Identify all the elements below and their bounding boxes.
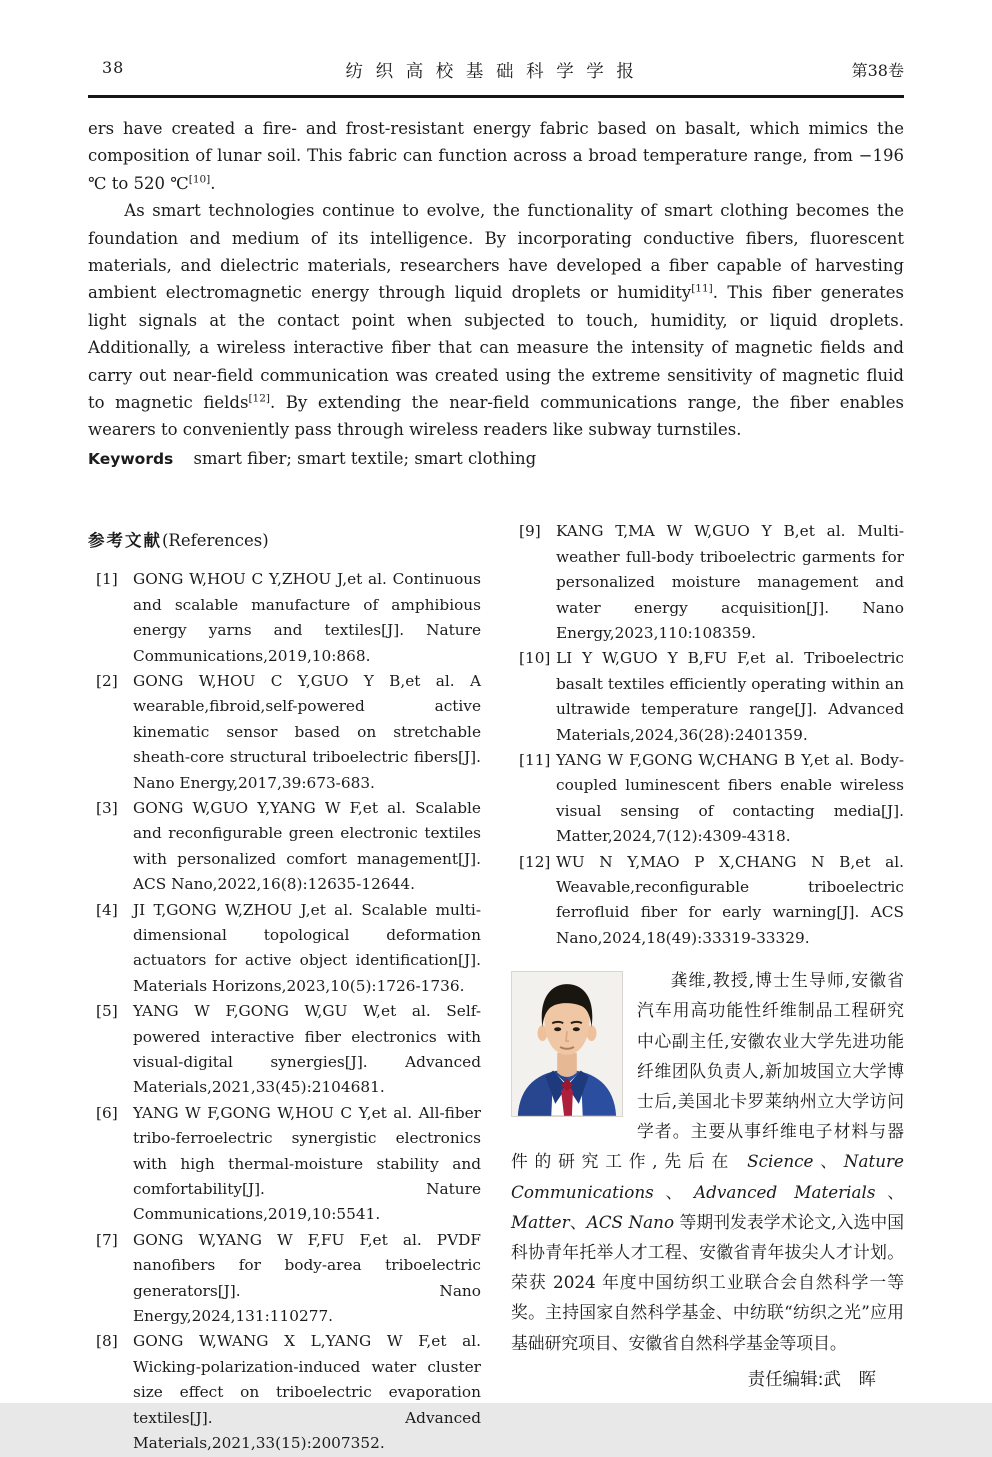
keywords-label: Keywords (88, 449, 174, 468)
page-number: 38 (102, 58, 125, 77)
biography-text-segment: 、 (653, 1181, 694, 1202)
biography-text-segment: 、 (569, 1211, 587, 1232)
reference-item (511, 519, 904, 646)
abstract-body (88, 115, 904, 473)
reference-item (88, 796, 481, 898)
reference-number: [6] (96, 1103, 118, 1122)
reference-item (88, 898, 481, 1000)
portrait-illustration (512, 972, 622, 1116)
references-left-column (88, 519, 481, 1456)
reference-number: [3] (96, 798, 118, 817)
reference-text: JI T,GONG W,ZHOU J,et al. Scalable multi-dimensional topological deformation actuators for active object identification[J]. Materials Horizons,2023,10(5):1726-1736. (133, 900, 481, 995)
keywords-line (88, 445, 904, 473)
references-section (88, 519, 904, 1456)
reference-item (511, 748, 904, 850)
reference-number: [10] (519, 649, 551, 668)
references-heading-cn: 参考文献 (88, 531, 162, 551)
citation-superscript-11: [11] (691, 282, 713, 295)
responsible-editor-line: 责任编辑:武 晖 (747, 1369, 876, 1390)
reference-text: YANG W F,GONG W,HOU C Y,et al. All-fiber tribo-ferroelectric synergistic electronics with high thermal-moisture stability and comfortability[J]. Nature Communications,2019,10:5541. (133, 1103, 481, 1224)
abstract-text: As smart technologies continue to evolve, the functionality of smart clothing becomes the foundation and medium of its intelligence. By incorporating conductive fibers, fluorescent materials, and dielectric materials, researchers have developed a fiber capable of harvesting ambient electromagnetic energy through liquid droplets or humidity (88, 201, 904, 303)
reference-text: YANG W F,GONG W,CHANG B Y,et al. Body-coupled luminescent fibers enable wireless visual sensing of contacting media[J]. Matter,2024,7(12):4309-4318. (556, 750, 904, 846)
reference-text: GONG W,WANG X L,YANG W F,et al. Wicking-polarization-induced water cluster size effect on triboelectric evaporation textiles[J]. Advanced Materials,2021,33(15):2007352. (133, 1332, 481, 1453)
journal-name-italic: Science (747, 1151, 814, 1172)
journal-title: 纺织高校基础科学学报 (345, 62, 647, 82)
reference-number: [5] (96, 1002, 118, 1021)
author-biography (511, 965, 904, 1391)
journal-name-italic: Advanced Materials (694, 1181, 876, 1202)
reference-item (88, 1329, 481, 1456)
reference-text: GONG W,HOU C Y,GUO Y B,et al. A wearable,fibroid,self-powered active kinematic sensor based on stretchable sheath-core structural triboelectric fibers[J]. Nano Energy,2017,39:673-683. (133, 671, 481, 792)
reference-number: [1] (96, 570, 118, 589)
references-heading (88, 527, 481, 551)
abstract-text: . By extending the near-field communications range, the fiber enables wearers to conveniently pass through wireless readers like subway turnstiles. (88, 393, 904, 440)
biography-text-segment: 龚维,教授,博士生导师,安徽省汽车用高功能性纤维制品工程研究中心副主任,安徽农业大学先进功能纤维团队负责人,新加坡国立大学博士后,美国北卡罗莱纳州立大学访问学者。主要从事纤维电子材料与器件的研究工作,先后在 (511, 970, 904, 1172)
reference-item (88, 1101, 481, 1228)
reference-text: GONG W,HOU C Y,ZHOU J,et al. Continuous and scalable manufacture of amphibious energy yarns and textiles[J]. Nature Communications,2019,10:868. (133, 570, 481, 665)
abstract-text: . (210, 173, 216, 193)
journal-name-italic: Matter (511, 1211, 570, 1232)
reference-number: [12] (519, 852, 551, 871)
keywords-text: smart fiber; smart textile; smart clothing (193, 448, 537, 468)
reference-item (511, 646, 904, 748)
reference-text: GONG W,YANG W F,FU F,et al. PVDF nanofibers for body-area triboelectric generators[J]. Nano Energy,2024,131:110277. (133, 1230, 481, 1326)
header-rule (88, 95, 904, 98)
running-head (88, 58, 904, 84)
reference-item (88, 567, 481, 669)
reference-text: GONG W,GUO Y,YANG W F,et al. Scalable and reconfigurable green electronic textiles with personalized comfort management[J]. ACS Nano,2022,16(8):12635-12644. (133, 798, 481, 894)
reference-item (88, 669, 481, 796)
biography-text-segment: 、 (813, 1151, 844, 1172)
biography-text-segment: 、 (875, 1181, 904, 1202)
reference-number: [8] (96, 1332, 118, 1351)
citation-superscript-10: [10] (188, 173, 211, 186)
journal-name-italic: ACS Nano (586, 1211, 675, 1232)
reference-number: [7] (96, 1230, 118, 1249)
reference-number: [11] (519, 750, 551, 769)
references-right-column (511, 519, 904, 1456)
abstract-paragraph (88, 197, 904, 444)
reference-text: LI Y W,GUO Y B,FU F,et al. Triboelectric basalt textiles efficiently operating within an ultrawide temperature range[J]. Advanced Materials,2024,36(28):2401359. (556, 649, 904, 744)
abstract-paragraph (88, 115, 904, 197)
reference-number: [4] (96, 900, 118, 919)
abstract-text: . This fiber generates light signals at the contact point when subjected to touch, humidity, or liquid droplets. Additionally, a wireless interactive fiber that can measure the intensity of magnetic fields and carry out near-field communication was created using the extreme sensitivity of magnetic fluid to magnetic fields (88, 283, 904, 413)
reference-list (511, 519, 904, 951)
reference-list (88, 567, 481, 1456)
volume-label: 第38卷 (851, 61, 904, 80)
reference-text: YANG W F,GONG W,GU W,et al. Self-powered interactive fiber electronics with visual-digital synergies[J]. Advanced Materials,2021,33(45):2104681. (133, 1002, 481, 1097)
reference-text: WU N Y,MAO P X,CHANG N B,et al. Weavable,reconfigurable triboelectric ferrofluid fiber for early warning[J]. ACS Nano,2024,18(49):33319-33329. (556, 852, 904, 947)
reference-number: [9] (519, 522, 541, 541)
abstract-text: ers have created a fire- and frost-resistant energy fabric based on basalt, which mimics the composition of lunar soil. This fabric can function across a broad temperature range, from −196 ℃ to 520 ℃ (88, 119, 904, 193)
reference-number: [2] (96, 671, 118, 690)
biography-text-segment: 等期刊发表学术论文,入选中国科协青年托举人才工程、安徽省青年拔尖人才计划。荣获 2024 年度中国纺织工业联合会自然科学一等奖。主持国家自然科学基金、中纺联“纺织之光”应用基础研究项目、安徽省自然科学基金等项目。 (511, 1211, 904, 1353)
journal-name-italic: Nature Communications (511, 1151, 904, 1202)
author-portrait-photo (511, 971, 623, 1117)
reference-text: KANG T,MA W W,GUO Y B,et al. Multi-weather full-body triboelectric garments for personalized moisture management and water energy acquisition[J]. Nano Energy,2023,110:108359. (556, 522, 904, 642)
references-heading-en: (References) (162, 531, 269, 551)
reference-item (511, 850, 904, 952)
reference-item (88, 999, 481, 1101)
citation-superscript-12: [12] (248, 392, 270, 405)
reference-item (88, 1228, 481, 1330)
